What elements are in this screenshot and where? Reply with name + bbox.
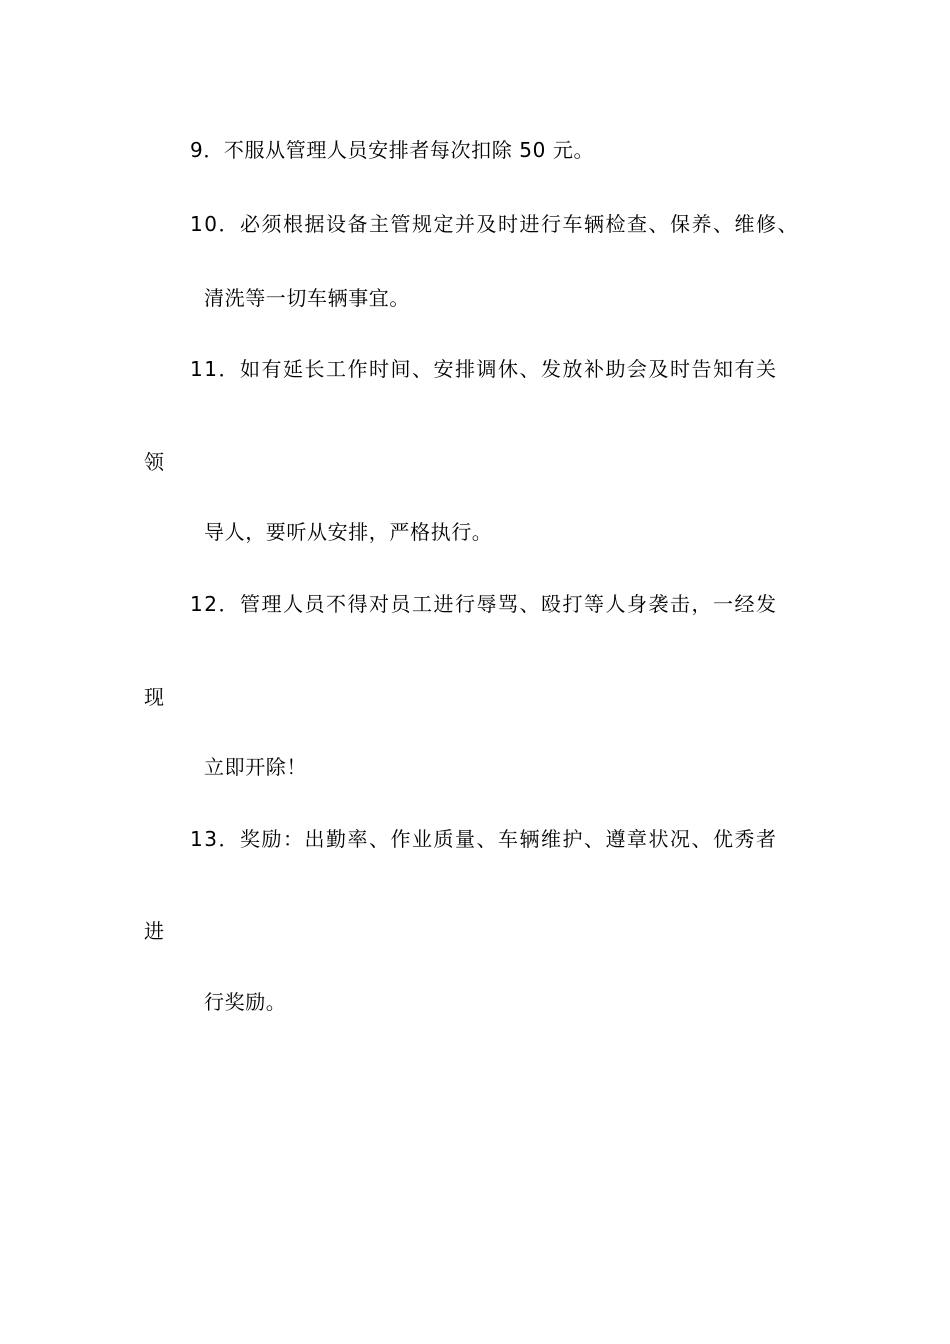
rule-11-line: 11．如有延长工作时间、安排调休、发放补助会及时告知有关 — [190, 357, 778, 381]
rule-9-line: 9．不服从管理人员安排者每次扣除 50 元。 — [190, 138, 595, 162]
rule-13-continuation: 行奖励。 — [204, 990, 287, 1014]
rule-11-continuation: 导人，要听从安排，严格执行。 — [204, 520, 493, 544]
rule-11-wrap-char: 领 — [144, 450, 165, 474]
rule-12-continuation: 立即开除！ — [204, 755, 307, 779]
rule-13-line: 13．奖励：出勤率、作业质量、车辆维护、遵章状况、优秀者 — [190, 827, 778, 851]
rule-10-line: 10．必须根据设备主管规定并及时进行车辆检查、保养、维修、 — [190, 212, 799, 236]
rule-10-continuation: 清洗等一切车辆事宜。 — [204, 286, 410, 310]
rule-13-wrap-char: 进 — [144, 919, 165, 943]
rule-12-wrap-char: 现 — [144, 685, 165, 709]
rule-12-line: 12．管理人员不得对员工进行辱骂、殴打等人身袭击，一经发 — [190, 592, 778, 616]
